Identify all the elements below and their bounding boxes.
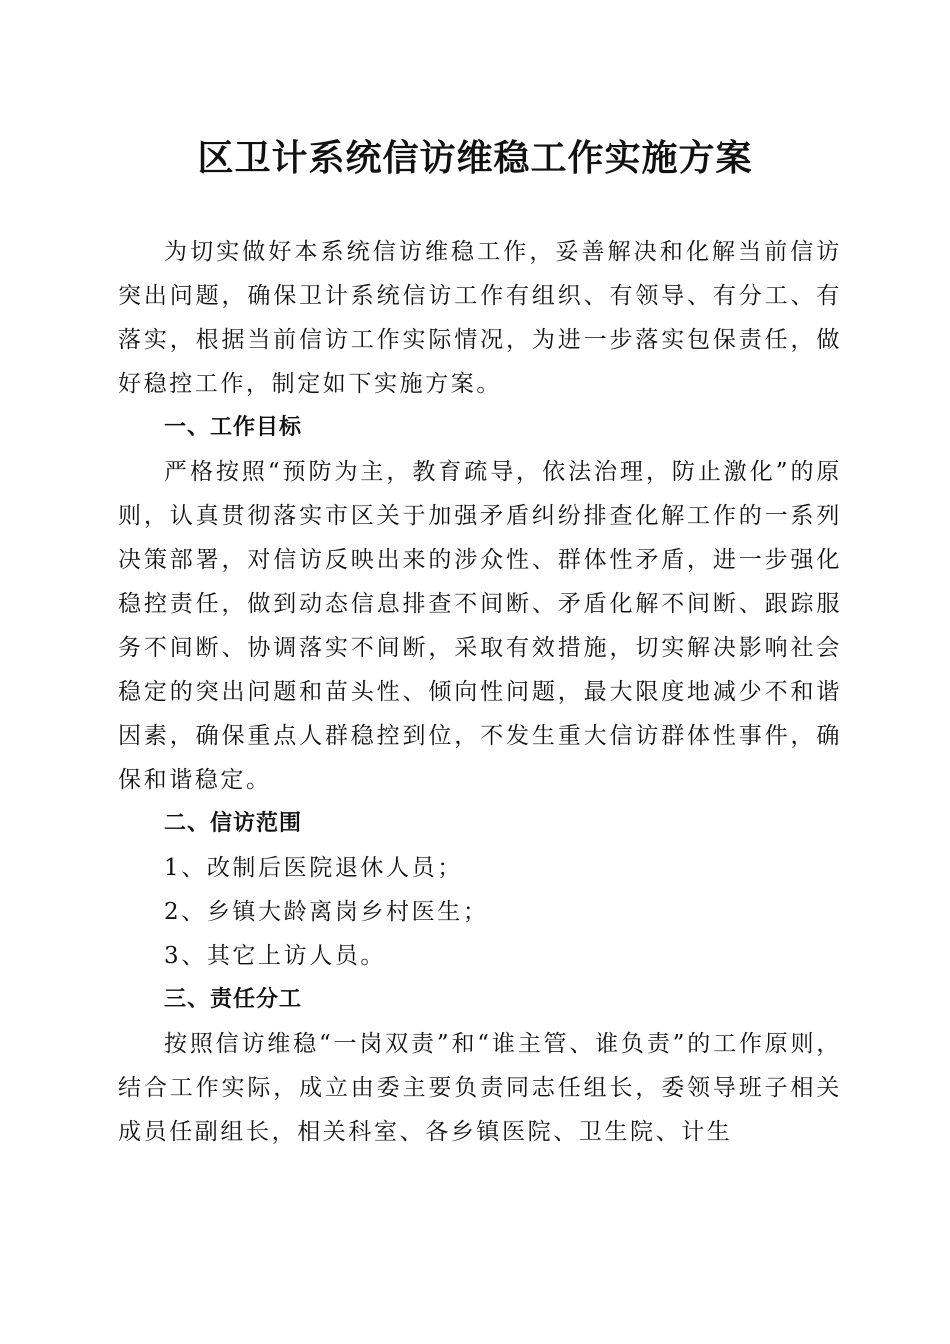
intro-paragraph: 为切实做好本系统信访维稳工作，妥善解决和化解当前信访突出问题，确保卫计系统信访工作有组织、有领导、有分工、有落实，根据当前信访工作实际情况，为进一步落实包保责任，做好稳控工作，制定如下实施方案。: [118, 239, 842, 397]
section-heading-goals: 一、工作目标: [164, 415, 303, 440]
document-title: 区卫计系统信访维稳工作实施方案: [197, 137, 753, 179]
section-heading-scope: 二、信访范围: [164, 811, 303, 836]
document-body: [118, 230, 842, 1154]
scope-list-item: 1、改制后医院退休人员；: [164, 855, 463, 881]
section-heading-responsibility: 三、责任分工: [164, 987, 303, 1012]
goals-paragraph: 严格按照“预防为主，教育疏导，依法治理，防止激化”的原则，认真贯彻落实市区关于加强矛盾纠纷排查化解工作的一系列决策部署，对信访反映出来的涉众性、群体性矛盾，进一步强化稳控责任，做到动态信息排查不间断、矛盾化解不间断、跟踪服务不间断、协调落实不间断，采取有效措施，切实解决影响社会稳定的突出问题和苗头性、倾向性问题，最大限度地减少不和谐因素，确保重点人群稳控到位，不发生重大信访群体性事件，确保和谐稳定。: [118, 459, 842, 793]
scope-list-item: 2、乡镇大龄离岗乡村医生；: [164, 899, 489, 925]
scope-list-item: 3、其它上访人员。: [164, 943, 387, 969]
responsibility-paragraph: 按照信访维稳“一岗双责”和“谁主管、谁负责”的工作原则，结合工作实际，成立由委主要负责同志任组长，委领导班子相关成员任副组长，相关科室、各乡镇医院、卫生院、计生: [118, 1031, 842, 1145]
